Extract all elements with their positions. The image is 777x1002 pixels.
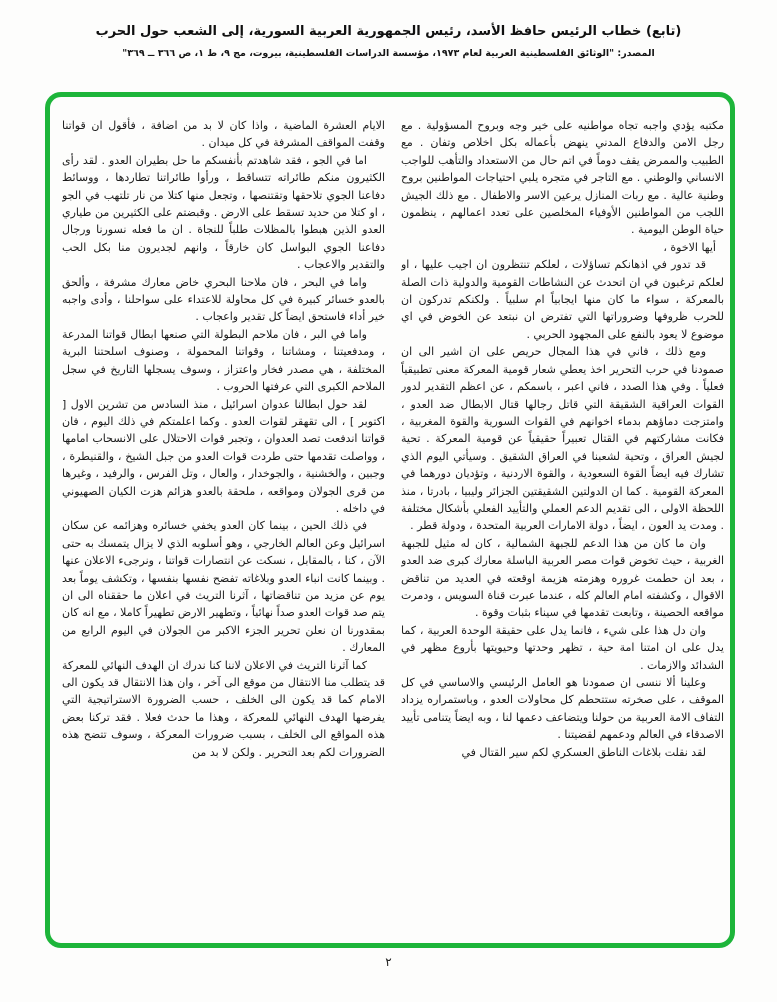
- document-source: المصدر: "الوثائق الفلسطينية العربية لعام ١٩٧٣، مؤسسة الدراسات الفلسطينية، بيروت، مج ٩، ط ١، ص ٣٦٦ ــ ٣٦٩": [122, 48, 655, 59]
- page-number: ٢: [385, 955, 392, 969]
- paragraph: كما آثرنا التريث في الاعلان لاننا كنا ندرك ان الهدف النهائي للمعركة قد يتطلب منا الانتقال من موقع الى آخر ، وان هذا الانتقال قد يكون الى الامام كما قد يكون الى الخلف ، حسب الضرورة الاستراتيجية التي يفرضها الهدف النهائي للمعركة ، وهذا ما حدث فعلا . فقد تركنا بعض هذه المواقع الى الخلف ، بسبب ضرورات المعركة ، وسوف تتضح هذه الضرورات لكم بعد التحرير . ولكن لا بد من: [62, 658, 385, 759]
- paragraph: لقد نقلت بلاغات الناطق العسكري لكم سير القتال في: [461, 745, 706, 759]
- paragraph: وان دل هذا على شيء ، فانما يدل على حقيقة الوحدة العربية ، كما يدل على ان امتنا امة حية ، تظهر وحدتها وحيويتها بأروع مظهر في الشدائد والازمات .: [401, 623, 724, 672]
- paragraph: الايام العشرة الماضية ، واذا كان لا بد من اضافة ، فأقول ان قواتنا وقفت المواقف المشرفة في كل ميدان .: [62, 119, 385, 150]
- paragraph: وعلينا ألا ننسى ان صمودنا هو العامل الرئيسي والاساسي في كل الموقف ، على صخرته ستتحطم كل محاولات العدو ، وباستمراره يزداد التفاف الامة العربية من حولنا ويتضاعف دعمها لنا ، وبه ايضاً يتنامى تأييد الاصدقاء في العالم ودعمهم لقضيتنا .: [401, 676, 724, 742]
- paragraph: مكتبه يؤدي واجبه تجاه مواطنيه على خير وجه وبروح المسؤولية . مع رجل الامن والدفاع المدني ينهض بأعماله بكل اخلاص وتفان . مع الطبيب والممرض يقف دوماً في اتم حال من الاستعداد والتأهب للواجب الانساني والوطني . مع التاجر في متجره يلبي احتياجات المواطنين بروح وطنية عالية . مع ربات المنازل يرعين الاسر والاطفال . مع ذلك الجيش اللجب من المواطنين الأوفياء المخلصين على تعدد اعمالهم ، ينظمون حياة الوطن اليومية .: [401, 119, 724, 237]
- right-column: [401, 117, 724, 935]
- paragraph: لقد حول ابطالنا عدوان اسرائيل ، منذ السادس من تشرين الاول [ اكتوبر ] ، الى تقهقر لقوات العدو . وكما اعلمتكم في ذلك اليوم ، فان قواتنا اندفعت تصد العدوان ، وتجبر قوات الاحتلال على الانسحاب امامها ، وواصلت تقدمها حتى طردت قوات العدو من جبل الشيخ ، والقنيطرة ، وجبين ، والخشنية ، والجوخدار ، والعال ، وتل الفرس ، والرفيد ، وغيرها من قرى الجولان ومواقعه ، ملحقة بالعدو هزائم هزت الكيان الصهيوني في داخله .: [62, 397, 385, 515]
- paragraph: واما في البر ، فان ملاحم البطولة التي صنعها ابطال قواتنا المدرعة ، ومدفعيتنا ، ومشاتنا ، وقواتنا المحمولة ، وصنوف اسلحتنا البرية المختلفة ، هي مصدر فخار واعتزاز ، وسوف يسجلها التاريخ في سجل الملاحم الكبرى التي عرفتها الحروب .: [62, 327, 385, 394]
- paragraph: في ذلك الحين ، بينما كان العدو يخفي خسائره وهزائمه عن سكان اسرائيل وعن العالم الخارجي ، وهو أسلوبه الذي لا يزال يتمسك به حتى الآن ، كنا ، بالمقابل ، نسكت عن انتصارات قواتنا ، ونرجىء الاعلان عنها . وبينما كانت انباء العدو وبلاغاته تفضح نفسها بنفسها ، وتكشف يوماً بعد يوم عن مزيد من تناقضاتها ، آثرنا التريث في اعلان ما حققناه الى ان يتم صد قوات العدو صداً نهائياً ، وتطهير الارض تطهيراً كاملا ، مع انه كان بمقدورنا ان نعلن تحرير الجزء الاكبر من الجولان في اليوم الرابع من المعارك .: [62, 519, 385, 655]
- paragraph: وان ما كان من هذا الدعم للجبهة الشمالية ، كان له مثيل للجبهة الغربية ، حيث تخوض قوات مصر العربية الباسلة معارك كبرى ضد العدو ، بعد ان حطمت غروره وهزمته هزيمة اوقعته في العديد من تناقض الاقوال ، وكشفته امام العالم كله ، عندما عبرت قناة السويس ، ودمرت مواقعه الحصينة ، وتابعت تقدمها في سيناء بثبات وقوة .: [401, 536, 724, 620]
- left-column: [62, 117, 385, 935]
- paragraph: ومع ذلك ، فاني في هذا المجال حريص على ان اشير الى ان صمودنا في حرب التحرير اخذ يعطي شعار قومية المعركة معنى تطبيقياً فعلياً . وفي هذا الصدد ، فاني اعبر ، باسمكم ، عن اعظم التقدير لدور القوات العراقية الشقيقة التي قاتل رجالها قتال الابطال ضد العدو ، وامتزجت دماؤهم بدماء اخوانهم في القوات السورية والقوة المغربية ، فكانت مشاركتهم في القتال تعبيراً حقيقياً عن قومية المعركة . تحية لجيش العراق ، وتحية لشعبنا في العراق الشقيق . وسيأتي اليوم الذي تشارك فيه ايضاً القوة السعودية ، والقوة الاردنية ، وتؤديان دورهما في المعركة القومية . كما ان الدولتين الشقيقتين الجزائر وليبيا ، بادرتا ، منذ اللحظة الاولى ، الى تقديم الدعم العملي والتأييد الفعلي بأشكال مختلفة . ومدت يد العون ، ايضاً ، دولة الامارات العربية المتحدة ، ودولة قطر .: [401, 345, 724, 533]
- paragraph: قد تدور في اذهانكم تساؤلات ، لعلكم تنتظرون ان اجيب عليها ، او لعلكم ترغبون في ان اتحدث عن النشاطات القومية والدولية ذات الصلة بالمعركة ، سواء ما كان منها ايجابياً ام سلبياً . ولكنكم تدركون ان للحرب ظروفها وضروراتها التي تفترض ان نبتعد عن الخوض في اي موضوع لا يعود بالنفع على المجهود الحربي .: [401, 258, 724, 341]
- paragraph: اما في الجو ، فقد شاهدتم بأنفسكم ما حل بطيران العدو . لقد رأى الكثيرون منكم طائراته تتساقط ، ورأوا طائراتنا تطاردها ، ووسائط دفاعنا الجوي تلاحقها وتقتنصها ، وتجعل منها كتلا من نار تلتهب في الجو ، او كتلا من حديد تسقط على الارض . وقبضتم على الكثيرين من طياري العدو الذين هبطوا بالمظلات طلباً للنجاة . ان ما فعله نسورنا ورجال دفاعنا الجوي البواسل كان خارقاً ، وانهم لجديرون منا بكل الحب والتقدير والاعجاب .: [62, 153, 385, 272]
- salutation-line: أيها الاخوة ،: [663, 240, 716, 254]
- paragraph: واما في البحر ، فان ملاحنا البحري خاض معارك مشرفة ، وألحق بالعدو خسائر كبيرة في كل محاولة للاعتداء على سواحلنا ، وأدى واجبه خير أداء فاستحق ايضاً كل تقدير واعجاب .: [62, 275, 385, 324]
- document-header: [0, 24, 777, 59]
- two-column-body: [50, 97, 730, 943]
- document-title: (تابع) خطاب الرئيس حافظ الأسد، رئيس الجمهورية العربية السورية، إلى الشعب حول الحرب: [95, 24, 682, 39]
